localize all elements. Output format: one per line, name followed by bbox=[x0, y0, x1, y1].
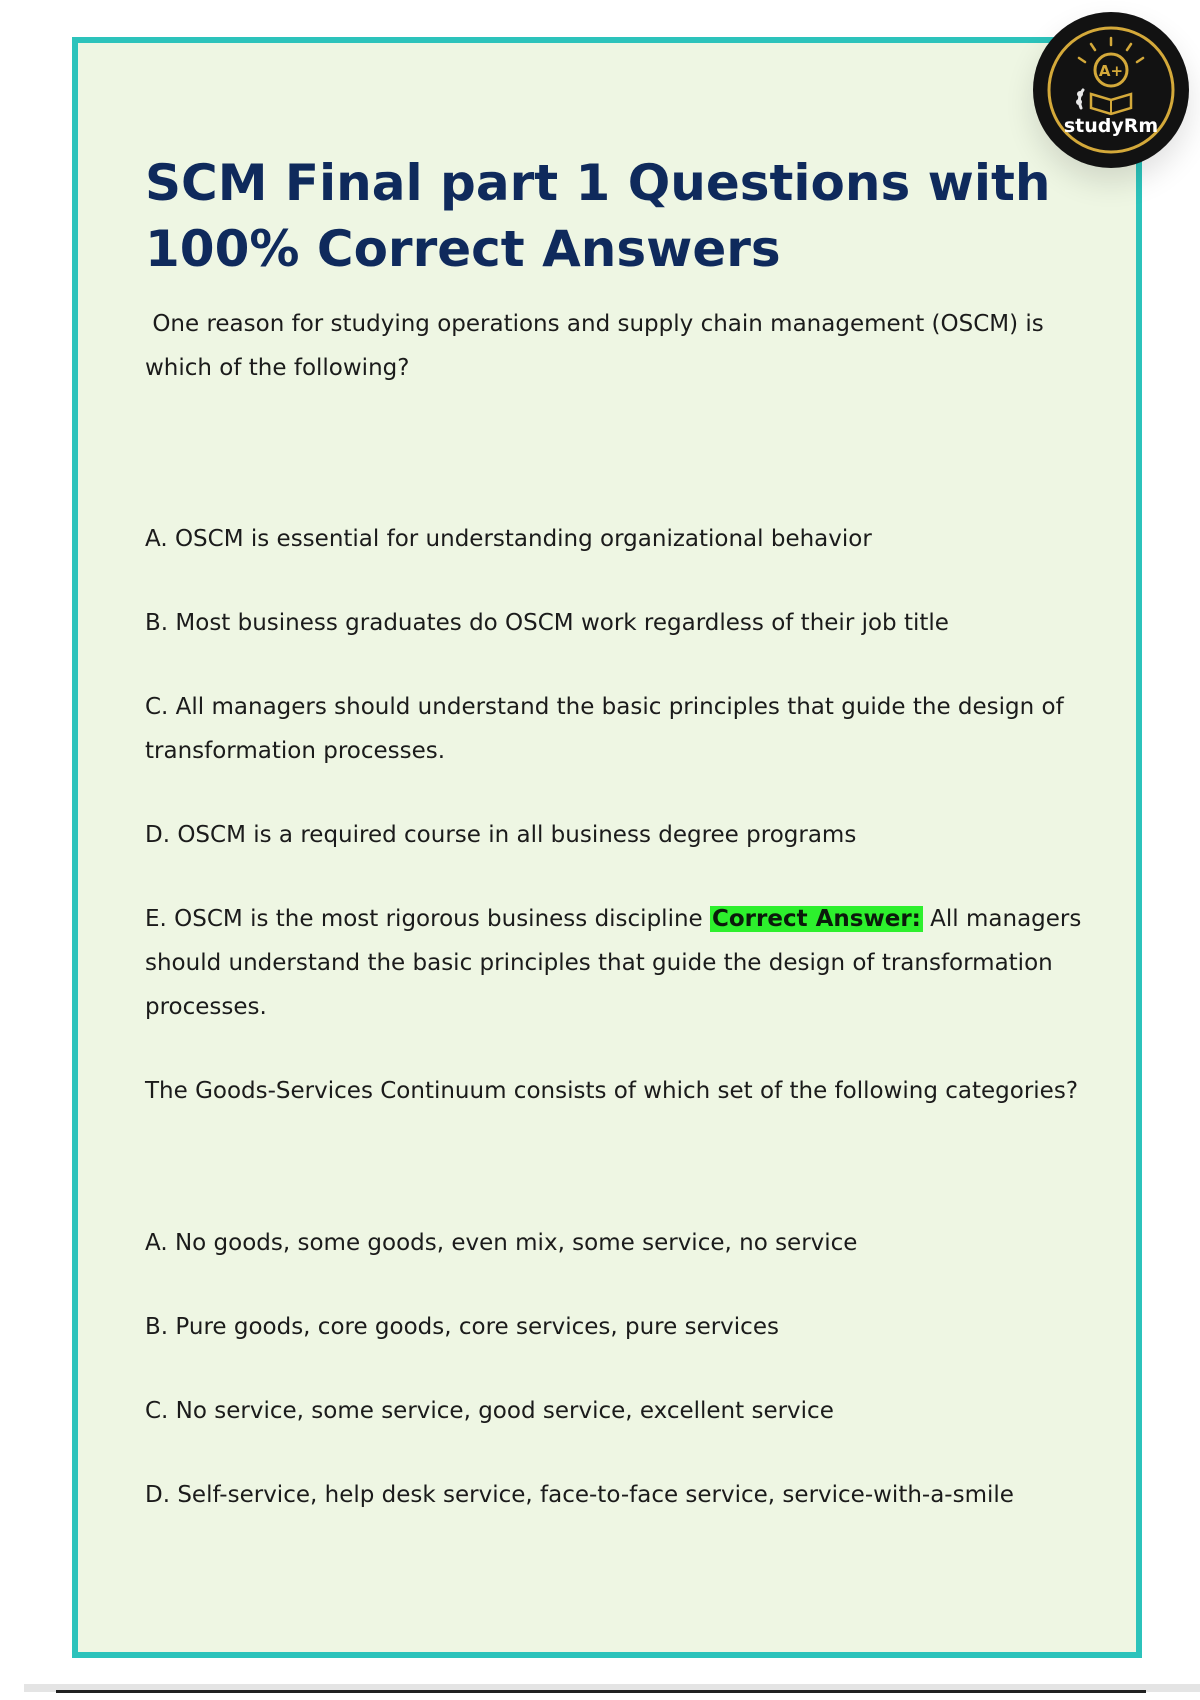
correct-answer-text: All managers should understand the basic principles that guide the design of transformation processes. bbox=[145, 906, 1089, 1020]
question-2-option-d: D. Self-service, help desk service, face-to-face service, service-with-a-smile bbox=[145, 1482, 1014, 1508]
question-2-option-c: C. No service, some service, good service, excellent service bbox=[145, 1398, 834, 1424]
correct-answer-label: Correct Answer: bbox=[712, 906, 921, 932]
option-e-text: E. OSCM is the most rigorous business discipline bbox=[145, 906, 710, 932]
question-1-text: One reason for studying operations and supply chain management (OSCM) is which of the following? bbox=[145, 311, 1052, 381]
document-content bbox=[145, 150, 1095, 1557]
question-1-option-d: D. OSCM is a required course in all business degree programs bbox=[145, 822, 857, 848]
page-bottom-divider bbox=[56, 1690, 1146, 1693]
question-2-text: The Goods-Services Continuum consists of which set of the following categories? bbox=[145, 1078, 1079, 1104]
question-2-option-b: B. Pure goods, core goods, core services, pure services bbox=[145, 1314, 779, 1340]
question-2-option-a: A. No goods, some goods, even mix, some service, no service bbox=[145, 1230, 858, 1256]
question-1-option-b: B. Most business graduates do OSCM work regardless of their job title bbox=[145, 610, 949, 636]
question-1-option-c: C. All managers should understand the basic principles that guide the design of transformation processes. bbox=[145, 694, 1064, 764]
document-title: SCM Final part 1 Questions with 100% Correct Answers bbox=[145, 154, 1051, 278]
question-1-option-e bbox=[145, 897, 1095, 1029]
logo-badge: A+ bbox=[1098, 62, 1124, 80]
logo-brand: studyRm bbox=[1063, 115, 1159, 137]
lightbulb-icon bbox=[1033, 12, 1189, 168]
studyrm-logo bbox=[1033, 12, 1189, 168]
question-1-option-a: A. OSCM is essential for understanding organizational behavior bbox=[145, 526, 872, 552]
